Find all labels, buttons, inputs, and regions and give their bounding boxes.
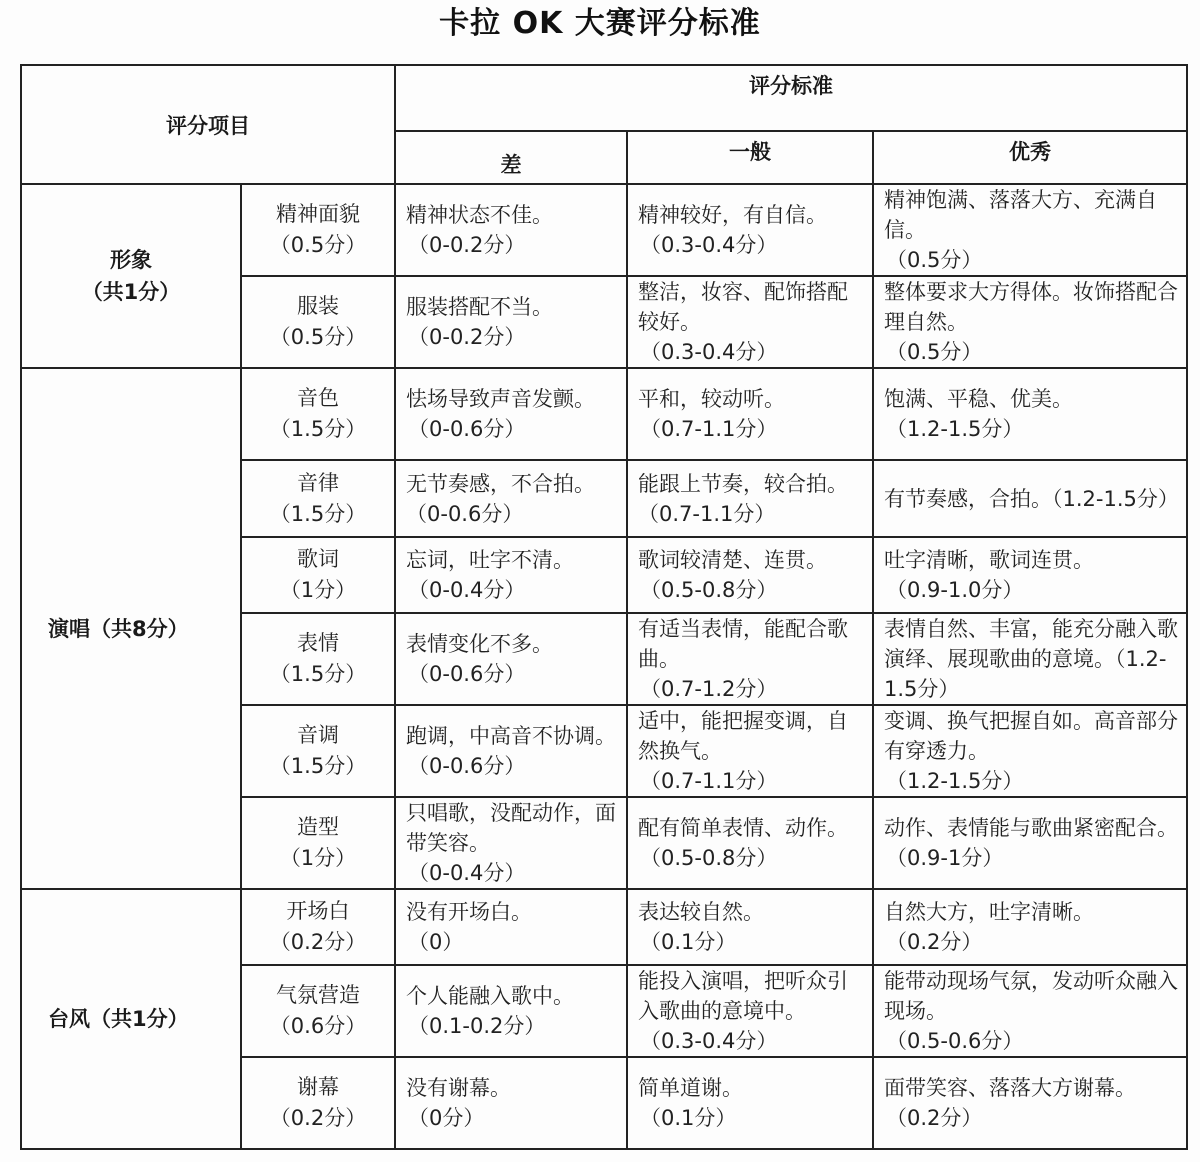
item-name: 歌词 bbox=[297, 547, 339, 571]
criteria-excellent-score: （0.2分） bbox=[886, 1106, 983, 1130]
item-cell bbox=[241, 1057, 395, 1149]
header-level-fair-label: 一般 bbox=[729, 140, 771, 164]
item-cell bbox=[241, 889, 395, 965]
criteria-poor-text: 跑调，中高音不协调。 bbox=[406, 724, 616, 748]
criteria-excellent-score: （0.9-1分） bbox=[886, 846, 1004, 870]
criteria-poor-score: （0.1-0.2分） bbox=[408, 1014, 546, 1038]
item-name: 表情 bbox=[297, 631, 339, 655]
criteria-excellent-cell bbox=[873, 368, 1187, 460]
criteria-poor-text: 没有谢幕。 bbox=[406, 1076, 511, 1100]
criteria-poor-score: （0-0.6分） bbox=[408, 662, 526, 686]
criteria-poor-text: 个人能融入歌中。 bbox=[406, 984, 574, 1008]
item-name: 服装 bbox=[297, 294, 339, 318]
criteria-poor-cell bbox=[395, 965, 627, 1057]
criteria-excellent-score: （0.2分） bbox=[886, 930, 983, 954]
criteria-excellent-text: 自然大方，吐字清晰。 bbox=[884, 900, 1094, 924]
criteria-fair-cell bbox=[627, 276, 873, 368]
criteria-poor-text: 精神状态不佳。 bbox=[406, 203, 553, 227]
header-criteria-group bbox=[395, 65, 1187, 131]
item-name: 音调 bbox=[297, 723, 339, 747]
item-points: （0.5分） bbox=[269, 325, 367, 349]
criteria-fair-text: 适中，能把握变调，自然换气。 bbox=[638, 709, 848, 763]
item-name: 精神面貌 bbox=[276, 202, 360, 226]
item-points: （1.5分） bbox=[269, 754, 367, 778]
criteria-fair-cell bbox=[627, 184, 873, 276]
header-scoring-item-label: 评分项目 bbox=[166, 113, 250, 138]
criteria-poor-score: （0分） bbox=[408, 1106, 485, 1130]
page-title: 卡拉 OK 大赛评分标准 bbox=[439, 6, 761, 41]
criteria-excellent-cell bbox=[873, 705, 1187, 797]
item-name: 谢幕 bbox=[297, 1075, 339, 1099]
item-cell bbox=[241, 537, 395, 613]
criteria-excellent-cell bbox=[873, 184, 1187, 276]
criteria-excellent-text: 能带动现场气氛，发动听众融入现场。 bbox=[884, 969, 1178, 1023]
item-name: 开场白 bbox=[286, 899, 350, 923]
criteria-excellent-cell bbox=[873, 965, 1187, 1057]
header-level-poor-label: 差 bbox=[500, 153, 522, 177]
criteria-poor-score: （0-0.6分） bbox=[408, 754, 526, 778]
item-points: （0.2分） bbox=[269, 1106, 367, 1130]
criteria-fair-score: （0.1分） bbox=[640, 1106, 737, 1130]
item-points: （1.5分） bbox=[269, 417, 367, 441]
criteria-poor-cell bbox=[395, 797, 627, 889]
scoring-rubric-table bbox=[20, 64, 1188, 1150]
criteria-fair-text: 能投入演唱，把听众引入歌曲的意境中。 bbox=[638, 969, 848, 1023]
item-name: 音色 bbox=[297, 386, 339, 410]
criteria-fair-score: （0.7-1.2分） bbox=[640, 677, 778, 701]
item-points: （1.5分） bbox=[269, 501, 367, 526]
header-level-excellent bbox=[873, 131, 1187, 184]
header-scoring-item bbox=[21, 65, 395, 184]
criteria-excellent-text: 变调、换气把握自如。高音部分有穿透力。 bbox=[884, 709, 1178, 763]
header-level-poor bbox=[395, 131, 627, 184]
criteria-fair-cell bbox=[627, 537, 873, 613]
item-points: （1分） bbox=[279, 578, 357, 602]
criteria-excellent-text: 整体要求大方得体。妆饰搭配合理自然。 bbox=[884, 280, 1178, 334]
item-points: （0.5分） bbox=[269, 233, 367, 257]
criteria-fair-score: （0.3-0.4分） bbox=[640, 1029, 778, 1053]
item-cell bbox=[241, 184, 395, 276]
criteria-fair-cell bbox=[627, 368, 873, 460]
criteria-fair-text: 精神较好，有自信。 bbox=[638, 203, 827, 227]
criteria-excellent-score: （0.5分） bbox=[886, 248, 983, 272]
item-cell bbox=[241, 276, 395, 368]
criteria-fair-cell bbox=[627, 613, 873, 705]
criteria-excellent-score: （0.9-1.0分） bbox=[886, 578, 1024, 602]
criteria-poor-text: 怯场导致声音发颤。 bbox=[406, 387, 595, 411]
criteria-excellent-text: 精神饱满、落落大方、充满自信。 bbox=[884, 188, 1157, 242]
criteria-poor-cell bbox=[395, 276, 627, 368]
item-name: 造型 bbox=[297, 815, 339, 839]
criteria-fair-score: （0.5-0.8分） bbox=[640, 578, 778, 602]
table-row bbox=[21, 889, 1187, 965]
criteria-poor-score: （0-0.2分） bbox=[408, 233, 526, 257]
item-cell bbox=[241, 613, 395, 705]
criteria-excellent-score: （1.2-1.5分） bbox=[886, 769, 1024, 793]
criteria-fair-cell bbox=[627, 797, 873, 889]
criteria-excellent-cell bbox=[873, 276, 1187, 368]
item-points: （0.6分） bbox=[269, 1014, 367, 1038]
criteria-excellent-cell bbox=[873, 460, 1187, 537]
criteria-poor-score: （0-0.4分） bbox=[408, 578, 526, 602]
criteria-poor-text: 表情变化不多。 bbox=[406, 632, 553, 656]
criteria-excellent-cell bbox=[873, 797, 1187, 889]
criteria-poor-cell bbox=[395, 1057, 627, 1149]
category-name: 演唱（共8分） bbox=[48, 616, 189, 641]
item-cell bbox=[241, 460, 395, 537]
category-cell bbox=[21, 368, 241, 889]
criteria-excellent-cell bbox=[873, 1057, 1187, 1149]
criteria-fair-cell bbox=[627, 889, 873, 965]
criteria-fair-text: 平和，较动听。 bbox=[638, 387, 785, 411]
criteria-fair-text: 简单道谢。 bbox=[638, 1076, 743, 1100]
criteria-excellent-text: 有节奏感，合拍。（1.2-1.5分） bbox=[884, 486, 1179, 511]
criteria-fair-cell bbox=[627, 460, 873, 537]
criteria-poor-text: 忘词，吐字不清。 bbox=[406, 548, 574, 572]
criteria-excellent-score: （0.5-0.6分） bbox=[886, 1029, 1024, 1053]
item-name: 气氛营造 bbox=[276, 983, 360, 1007]
item-points: （1.5分） bbox=[269, 662, 367, 686]
criteria-fair-text: 整洁，妆容、配饰搭配较好。 bbox=[638, 280, 848, 334]
criteria-fair-score: （0.7-1.1分） bbox=[640, 769, 778, 793]
category-cell bbox=[21, 184, 241, 368]
criteria-poor-score: （0-0.6分） bbox=[408, 417, 526, 441]
item-name: 音律 bbox=[297, 470, 339, 495]
category-name: 台风（共1分） bbox=[48, 1007, 189, 1031]
criteria-poor-cell bbox=[395, 368, 627, 460]
table-row bbox=[21, 368, 1187, 460]
criteria-fair-text: 歌词较清楚、连贯。 bbox=[638, 548, 827, 572]
criteria-fair-score: （0.7-1.1分） bbox=[640, 417, 778, 441]
table-row bbox=[21, 184, 1187, 276]
criteria-fair-score: （0.3-0.4分） bbox=[640, 233, 778, 257]
criteria-excellent-text: 动作、表情能与歌曲紧密配合。 bbox=[884, 816, 1178, 840]
criteria-excellent-cell bbox=[873, 613, 1187, 705]
criteria-fair-text: 表达较自然。 bbox=[638, 900, 764, 924]
criteria-poor-text: 只唱歌，没配动作，面带笑容。 bbox=[406, 801, 616, 855]
header-criteria-label: 评分标准 bbox=[749, 74, 834, 98]
criteria-poor-score: （0-0.2分） bbox=[408, 325, 526, 349]
category-total: （共1分） bbox=[81, 280, 181, 304]
criteria-poor-cell bbox=[395, 537, 627, 613]
criteria-excellent-text: 面带笑容、落落大方谢幕。 bbox=[884, 1076, 1136, 1100]
item-points: （0.2分） bbox=[269, 930, 367, 954]
criteria-fair-cell bbox=[627, 965, 873, 1057]
criteria-poor-cell bbox=[395, 889, 627, 965]
category-name: 形象 bbox=[110, 248, 152, 272]
item-cell bbox=[241, 965, 395, 1057]
item-cell bbox=[241, 797, 395, 889]
criteria-poor-cell bbox=[395, 613, 627, 705]
criteria-poor-text: 服装搭配不当。 bbox=[406, 295, 553, 319]
criteria-excellent-cell bbox=[873, 889, 1187, 965]
item-cell bbox=[241, 368, 395, 460]
criteria-excellent-score: （0.5分） bbox=[886, 340, 983, 364]
criteria-fair-text: 有适当表情，能配合歌曲。 bbox=[638, 617, 848, 671]
criteria-poor-text: 无节奏感，不合拍。（0-0.6分） bbox=[406, 471, 595, 526]
header-level-excellent-label: 优秀 bbox=[1009, 140, 1052, 164]
criteria-poor-score: （0） bbox=[408, 930, 464, 954]
criteria-fair-cell bbox=[627, 705, 873, 797]
criteria-fair-score: （0.3-0.4分） bbox=[640, 340, 778, 364]
criteria-poor-cell bbox=[395, 184, 627, 276]
criteria-fair-score: （0.1分） bbox=[640, 930, 737, 954]
criteria-poor-cell bbox=[395, 705, 627, 797]
criteria-poor-score: （0-0.4分） bbox=[408, 861, 526, 885]
criteria-fair-score: （0.5-0.8分） bbox=[640, 846, 778, 870]
criteria-fair-text: 能跟上节奏，较合拍。（0.7-1.1分） bbox=[638, 471, 848, 526]
criteria-poor-text: 没有开场白。 bbox=[406, 900, 532, 924]
header-level-fair bbox=[627, 131, 873, 184]
item-cell bbox=[241, 705, 395, 797]
criteria-excellent-text: 表情自然、丰富，能充分融入歌演绎、展现歌曲的意境。（1.2-1.5分） bbox=[884, 617, 1178, 701]
item-points: （1分） bbox=[279, 846, 357, 870]
criteria-excellent-score: （1.2-1.5分） bbox=[886, 417, 1024, 441]
criteria-fair-text: 配有简单表情、动作。 bbox=[638, 816, 848, 840]
criteria-excellent-text: 饱满、平稳、优美。 bbox=[884, 387, 1073, 411]
criteria-excellent-cell bbox=[873, 537, 1187, 613]
criteria-excellent-text: 吐字清晰，歌词连贯。 bbox=[884, 548, 1094, 572]
criteria-poor-cell bbox=[395, 460, 627, 537]
criteria-fair-cell bbox=[627, 1057, 873, 1149]
category-cell bbox=[21, 889, 241, 1149]
